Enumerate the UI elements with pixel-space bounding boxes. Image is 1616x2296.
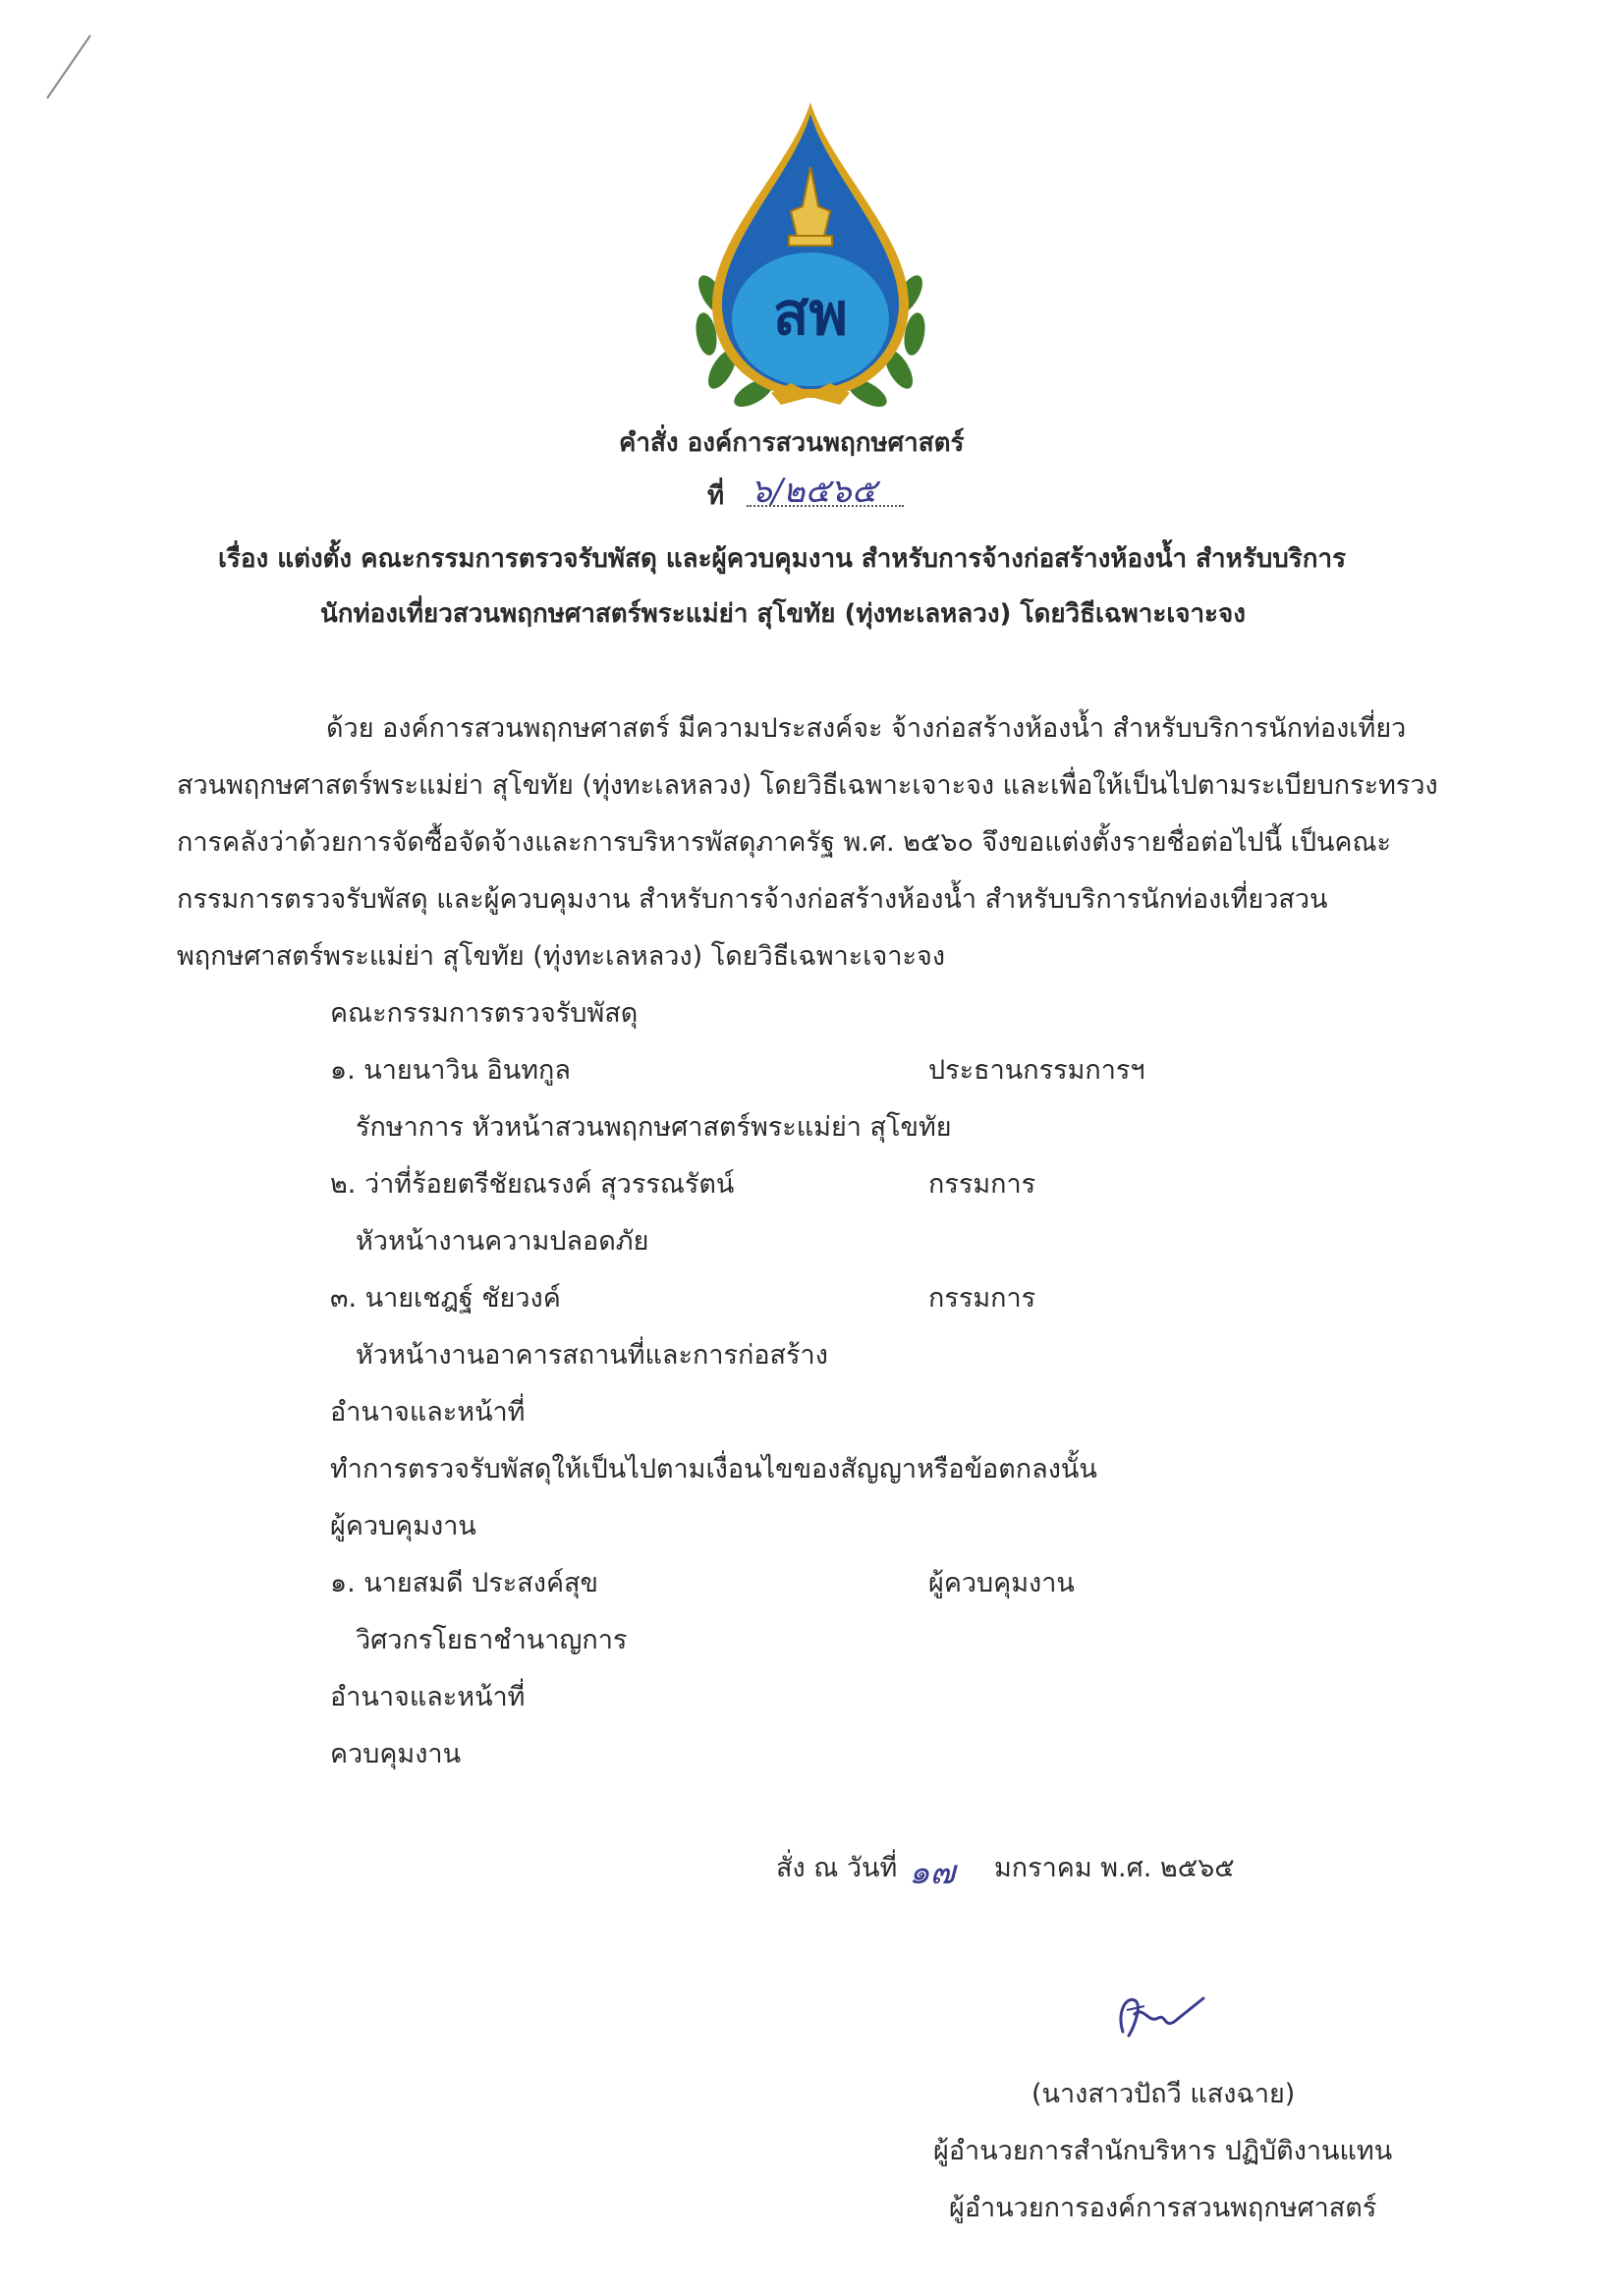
order-number-value: ๖/๒๕๖๕	[751, 472, 877, 511]
date-suffix: มกราคม พ.ศ. ๒๕๖๕	[994, 1853, 1235, 1883]
supervisor-duty-heading: อำนาจและหน้าที่	[330, 1682, 526, 1712]
supervisor-member-1-role: ผู้ควบคุมงาน	[928, 1568, 1075, 1598]
body-line-5: พฤกษศาสตร์พระแม่ย่า สุโขทัย (ทุ่งทะเลหลวง) โดยวิธีเฉพาะเจาะจง	[177, 941, 945, 972]
botanical-garden-logo	[693, 98, 928, 413]
order-number-field	[747, 468, 904, 511]
supervisor-duty-text: ควบคุมงาน	[330, 1739, 462, 1769]
body-line-4: กรรมการตรวจรับพัสดุ และผู้ควบคุมงาน สำหรับการจ้างก่อสร้างห้องน้ำ สำหรับบริการนักท่องเที่ยวสวน	[177, 884, 1328, 915]
subject-line-2: นักท่องเที่ยวสวนพฤกษศาสตร์พระแม่ย่า สุโขทัย (ทุ่งทะเลหลวง) โดยวิธีเฉพาะเจาะจง	[320, 599, 1246, 629]
committee-member-2-role: กรรมการ	[928, 1169, 1036, 1200]
handwritten-signature	[1105, 1985, 1213, 2053]
svg-text:สพ: สพ	[772, 280, 849, 349]
committee-member-1-role: ประธานกรรมการฯ	[928, 1055, 1145, 1086]
signer-title-1: ผู้อำนวยการสำนักบริหาร ปฏิบัติงานแทน	[933, 2136, 1393, 2166]
subject-line-1: เรื่อง แต่งตั้ง คณะกรรมการตรวจรับพัสดุ และผู้ควบคุมงาน สำหรับการจ้างก่อสร้างห้องน้ำ สำหรับบริการ	[218, 544, 1347, 574]
committee-duty-text: ทำการตรวจรับพัสดุให้เป็นไปตามเงื่อนไขของสัญญาหรือข้อตกลงนั้น	[330, 1454, 1097, 1484]
committee-member-2-position: หัวหน้างานความปลอดภัย	[356, 1226, 649, 1257]
body-line-1: ด้วย องค์การสวนพฤกษศาสตร์ มีความประสงค์จะ จ้างก่อสร้างห้องน้ำ สำหรับบริการนักท่องเที่ยว	[326, 713, 1407, 744]
body-line-2: สวนพฤกษศาสตร์พระแม่ย่า สุโขทัย (ทุ่งทะเลหลวง) โดยวิธีเฉพาะเจาะจง และเพื่อให้เป็นไปตามระเบียบกระทรวง	[177, 770, 1438, 801]
supervisor-heading: ผู้ควบคุมงาน	[330, 1511, 476, 1541]
committee-member-3-position: หัวหน้างานอาคารสถานที่และการก่อสร้าง	[356, 1340, 828, 1371]
committee-member-1-position: รักษาการ หัวหน้าสวนพฤกษศาสตร์พระแม่ย่า สุโขทัย	[356, 1112, 952, 1143]
body-line-3: การคลังว่าด้วยการจัดซื้อจัดจ้างและการบริหารพัสดุภาครัฐ พ.ศ. ๒๕๖๐ จึงขอแต่งตั้งรายชื่อต่อไปนี้ เป็นคณะ	[177, 827, 1392, 858]
order-title: คำสั่ง องค์การสวนพฤกษศาสตร์	[619, 428, 965, 458]
committee-member-1-name: ๑. นายนาวิน อินทกูล	[330, 1055, 571, 1086]
committee-duty-heading: อำนาจและหน้าที่	[330, 1397, 526, 1428]
committee-member-3-role: กรรมการ	[928, 1283, 1036, 1314]
supervisor-member-1-name: ๑. นายสมดี ประสงค์สุข	[330, 1568, 598, 1598]
date-day: ๑๗	[909, 1853, 956, 1892]
committee-member-3-name: ๓. นายเชฎฐ์ ชัยวงค์	[330, 1283, 561, 1314]
committee-member-2-name: ๒. ว่าที่ร้อยตรีชัยณรงค์ สุวรรณรัตน์	[330, 1169, 735, 1200]
date-prefix: สั่ง ณ วันที่	[776, 1853, 898, 1883]
signer-name: (นางสาวปัถวี แสงฉาย)	[1031, 2079, 1296, 2109]
order-number-label: ที่	[707, 481, 725, 511]
scan-stroke-mark	[39, 29, 98, 108]
supervisor-member-1-position: วิศวกรโยธาชำนาญการ	[356, 1625, 628, 1655]
committee-heading: คณะกรรมการตรวจรับพัสดุ	[330, 998, 639, 1029]
signer-title-2: ผู้อำนวยการองค์การสวนพฤกษศาสตร์	[949, 2193, 1377, 2223]
